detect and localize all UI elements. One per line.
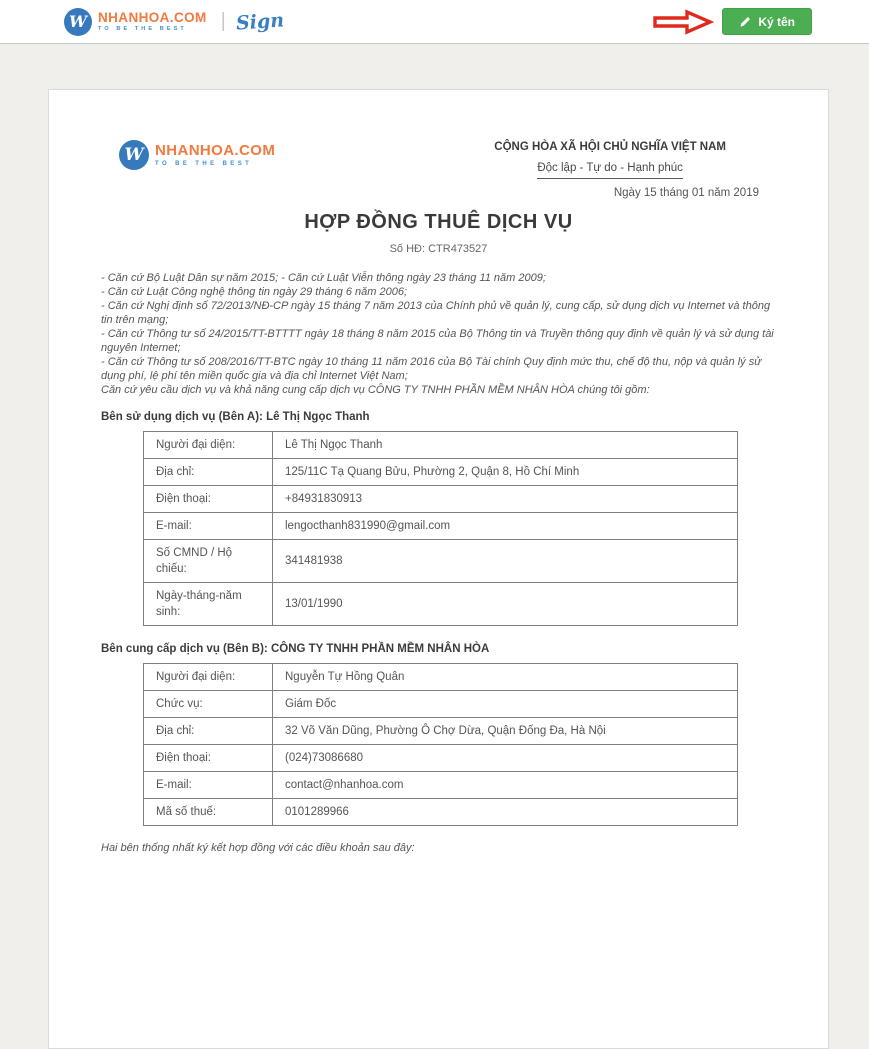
sign-button-label: Ký tên: [758, 14, 795, 29]
brand-name: NHANHOA.COM: [98, 9, 207, 25]
preamble-line: Căn cứ yêu cầu dịch vụ và khả năng cung cấp dịch vụ CÔNG TY TNHH PHẦN MỀM NHÂN HÒA chúng tôi gồm:: [101, 384, 650, 397]
sign-button[interactable]: [722, 8, 812, 35]
field-value: +84931830913: [273, 486, 738, 513]
brand-monogram: W: [124, 145, 144, 165]
field-value: 125/11C Tạ Quang Bửu, Phường 2, Quận 8, Hồ Chí Minh: [273, 459, 738, 486]
table-row: [144, 799, 738, 826]
brand-monogram: W: [69, 12, 87, 31]
preamble-line: - Căn cứ Luật Công nghệ thông tin ngày 29 tháng 6 năm 2006;: [101, 286, 408, 299]
product-name-sign: Sign: [235, 8, 285, 35]
field-label: E-mail:: [144, 772, 273, 799]
pencil-icon: [739, 16, 751, 28]
brand-name: NHANHOA.COM: [155, 142, 276, 159]
table-row: [144, 513, 738, 540]
field-label: Người đại diện:: [144, 432, 273, 459]
brand-text-block: [155, 143, 275, 167]
field-label: Điện thoại:: [144, 486, 273, 513]
field-label: Điện thoại:: [144, 745, 273, 772]
field-label: Địa chỉ:: [144, 459, 273, 486]
party-a-heading: Bên sử dụng dịch vụ (Bên A): Lê Thị Ngọc Thanh: [101, 411, 370, 424]
contract-number: Số HĐ: CTR473527: [389, 243, 488, 256]
brand-tagline: TO BE THE BEST: [155, 161, 253, 167]
field-label: Người đại diện:: [144, 664, 273, 691]
field-value: 32 Võ Văn Dũng, Phường Ô Chợ Dừa, Quận Đống Đa, Hà Nội: [273, 718, 738, 745]
party-a-table: [143, 431, 738, 626]
document-header: [101, 140, 776, 179]
nhanhoa-sign-logo[interactable]: [64, 8, 284, 36]
field-value: Lê Thị Ngọc Thanh: [273, 432, 738, 459]
table-row: [144, 772, 738, 799]
field-value: Giám Đốc: [273, 691, 738, 718]
field-value: 341481938: [273, 540, 738, 583]
brand-w-icon: [119, 140, 149, 170]
contract-date: Ngày 15 tháng 01 năm 2019: [613, 187, 759, 200]
table-row: [144, 432, 738, 459]
preamble-line: - Căn cứ Bộ Luật Dân sự năm 2015; - Căn cứ Luật Viễn thông ngày 23 tháng 11 năm 2009;: [101, 272, 546, 285]
app-header: [0, 0, 869, 44]
table-row: [144, 459, 738, 486]
field-label: Mã số thuế:: [144, 799, 273, 826]
table-row: [144, 583, 738, 626]
party-b-table: [143, 663, 738, 826]
field-label: E-mail:: [144, 513, 273, 540]
document-brand-logo: [119, 140, 275, 170]
brand-w-icon: [64, 8, 92, 36]
field-label: Chức vụ:: [144, 691, 273, 718]
brand-text-block: [98, 11, 207, 33]
brand-tagline: TO BE THE BEST: [98, 26, 187, 32]
national-header-line: CỘNG HÒA XÃ HỘI CHỦ NGHĨA VIỆT NAM: [494, 141, 726, 153]
field-value: 0101289966: [273, 799, 738, 826]
logo-separator: |: [220, 10, 226, 32]
field-value: (024)73086680: [273, 745, 738, 772]
national-motto-block: [494, 140, 726, 179]
table-row: [144, 718, 738, 745]
contract-title: HỢP ĐỒNG THUÊ DỊCH VỤ: [304, 211, 573, 234]
preamble-line: - Căn cứ Thông tư số 24/2015/TT-BTTTT ngày 18 tháng 8 năm 2015 của Bộ Thông tin và Truyền thông quy định về quản lý và sử dụng tài nguyên Internet;: [101, 328, 774, 355]
header-actions: [652, 8, 812, 35]
table-row: [144, 691, 738, 718]
field-value: 13/01/1990: [273, 583, 738, 626]
field-label: Địa chỉ:: [144, 718, 273, 745]
table-row: [144, 664, 738, 691]
contract-document-page: [48, 89, 829, 1049]
field-value: contact@nhanhoa.com: [273, 772, 738, 799]
table-row: [144, 486, 738, 513]
field-label: Số CMND / Hộ chiếu:: [144, 540, 273, 583]
national-motto-line: Độc lập - Tự do - Hạnh phúc: [537, 161, 683, 180]
red-arrow-annotation-icon: [652, 9, 714, 35]
contract-preamble: [101, 271, 776, 397]
table-row: [144, 745, 738, 772]
field-label: Ngày-tháng-năm sinh:: [144, 583, 273, 626]
table-row: [144, 540, 738, 583]
preamble-line: - Căn cứ Thông tư số 208/2016/TT-BTC ngày 10 tháng 11 năm 2016 của Bộ Tài chính Quy định mức thu, chế độ thu, nộp và quản lý sử dụng phí, lệ phí tên miền quốc gia và địa chỉ Internet Việt Nam;: [101, 356, 762, 383]
preamble-line: - Căn cứ Nghị định số 72/2013/NĐ-CP ngày 15 tháng 7 năm 2013 của Chính phủ về quản lý, cung cấp, sử dụng dịch vụ Internet và thông tin trên mạng;: [101, 300, 771, 327]
field-value: lengocthanh831990@gmail.com: [273, 513, 738, 540]
closing-statement: Hai bên thống nhất ký kết hợp đồng với các điều khoản sau đây:: [101, 842, 415, 855]
party-b-heading: Bên cung cấp dịch vụ (Bên B): CÔNG TY TNHH PHẦN MỀM NHÂN HÒA: [101, 643, 490, 656]
field-value: Nguyễn Tự Hồng Quân: [273, 664, 738, 691]
